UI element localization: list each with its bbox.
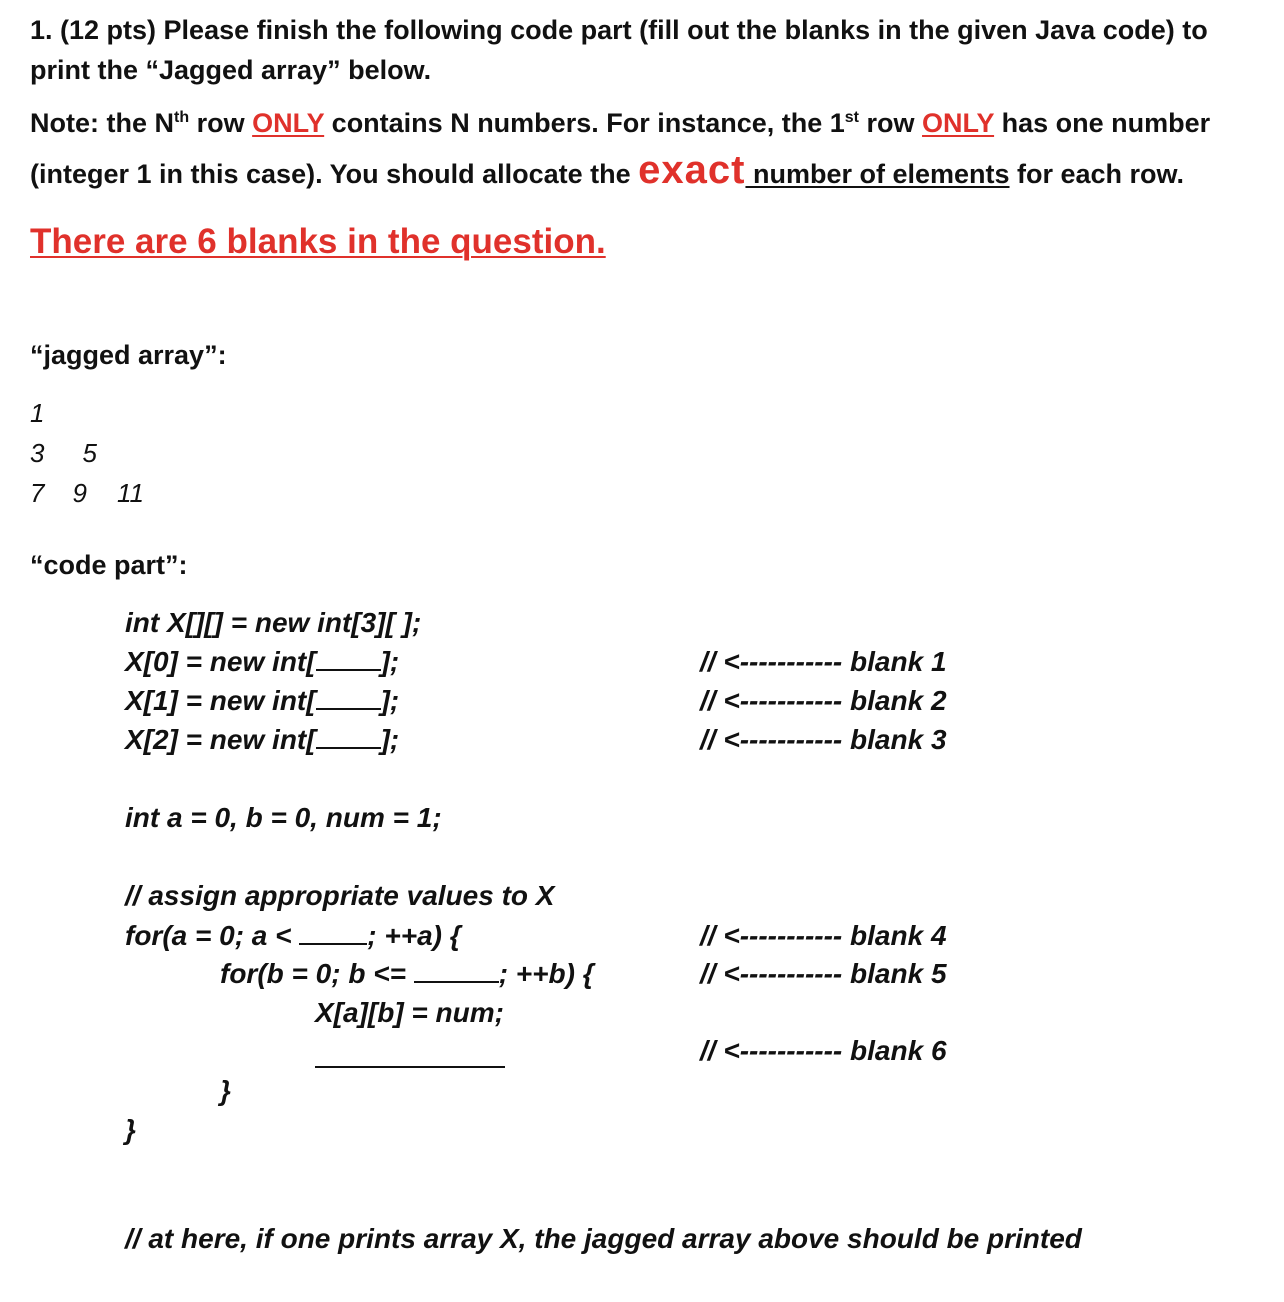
allocation-line: (integer 1 in this case). You should allocate the exact number of elements for each row. [30, 148, 1185, 192]
code-part-label: “code part”: [30, 550, 188, 580]
code-for-a: for(a = 0; a < ; ++a) { [125, 920, 461, 951]
code-for-b: for(b = 0; b <= ; ++b) { [220, 958, 594, 989]
blank-4-line [299, 921, 367, 945]
only-emphasis-1: ONLY [252, 108, 325, 138]
blank-1-line [316, 647, 381, 671]
blank-marker-5: // <----------- blank 5 [700, 958, 947, 989]
question-line-1: 1. (12 pts) Please finish the following code part (fill out the blanks in the given Java code) to [30, 15, 1208, 45]
array-row-2: 3 5 [30, 438, 97, 468]
blank-marker-6: // <----------- blank 6 [700, 1035, 947, 1066]
code-inner-brace: } [220, 1075, 231, 1106]
number-of-elements-underlined: number of elements [745, 159, 1010, 189]
code-x2: X[2] = new int[ ]; [125, 724, 400, 755]
blank-marker-2: // <----------- blank 2 [700, 685, 947, 716]
note-line: Note: the $N^{th}$ row ONLY contains N numbers. For instance, the 1st row ONLY has one number [30, 108, 1211, 138]
code-x1: X[1] = new int[ ]; [125, 685, 400, 716]
code-x0: X[0] = new int[ ]; [125, 646, 400, 677]
exact-emphasis: exact [638, 148, 746, 192]
code-outer-brace: } [125, 1114, 136, 1145]
array-row-3: 7 9 11 [30, 478, 144, 508]
blank-6-line [315, 1066, 505, 1068]
code-vars: int a = 0, b = 0, num = 1; [125, 802, 442, 833]
blank-3-line [316, 725, 381, 749]
jagged-array-label: “jagged array”: [30, 340, 227, 370]
blank-marker-1: // <----------- blank 1 [700, 646, 947, 677]
only-emphasis-2: ONLY [922, 108, 995, 138]
blank-marker-4: // <----------- blank 4 [700, 920, 947, 951]
code-assign: X[a][b] = num; [315, 997, 504, 1028]
blank-5-line [414, 959, 499, 983]
question-line-2: print the “Jagged array” below. [30, 55, 432, 85]
array-row-1: 1 [30, 398, 45, 428]
blanks-heading: There are 6 blanks in the question. [30, 222, 606, 261]
code-comment: // assign appropriate values to X [125, 880, 555, 911]
blank-2-line [316, 686, 381, 710]
final-comment: // at here, if one prints array X, the jagged array above should be printed [125, 1223, 1082, 1254]
blank-marker-3: // <----------- blank 3 [700, 724, 947, 755]
code-decl: int X[][] = new int[3][ ]; [125, 607, 422, 638]
